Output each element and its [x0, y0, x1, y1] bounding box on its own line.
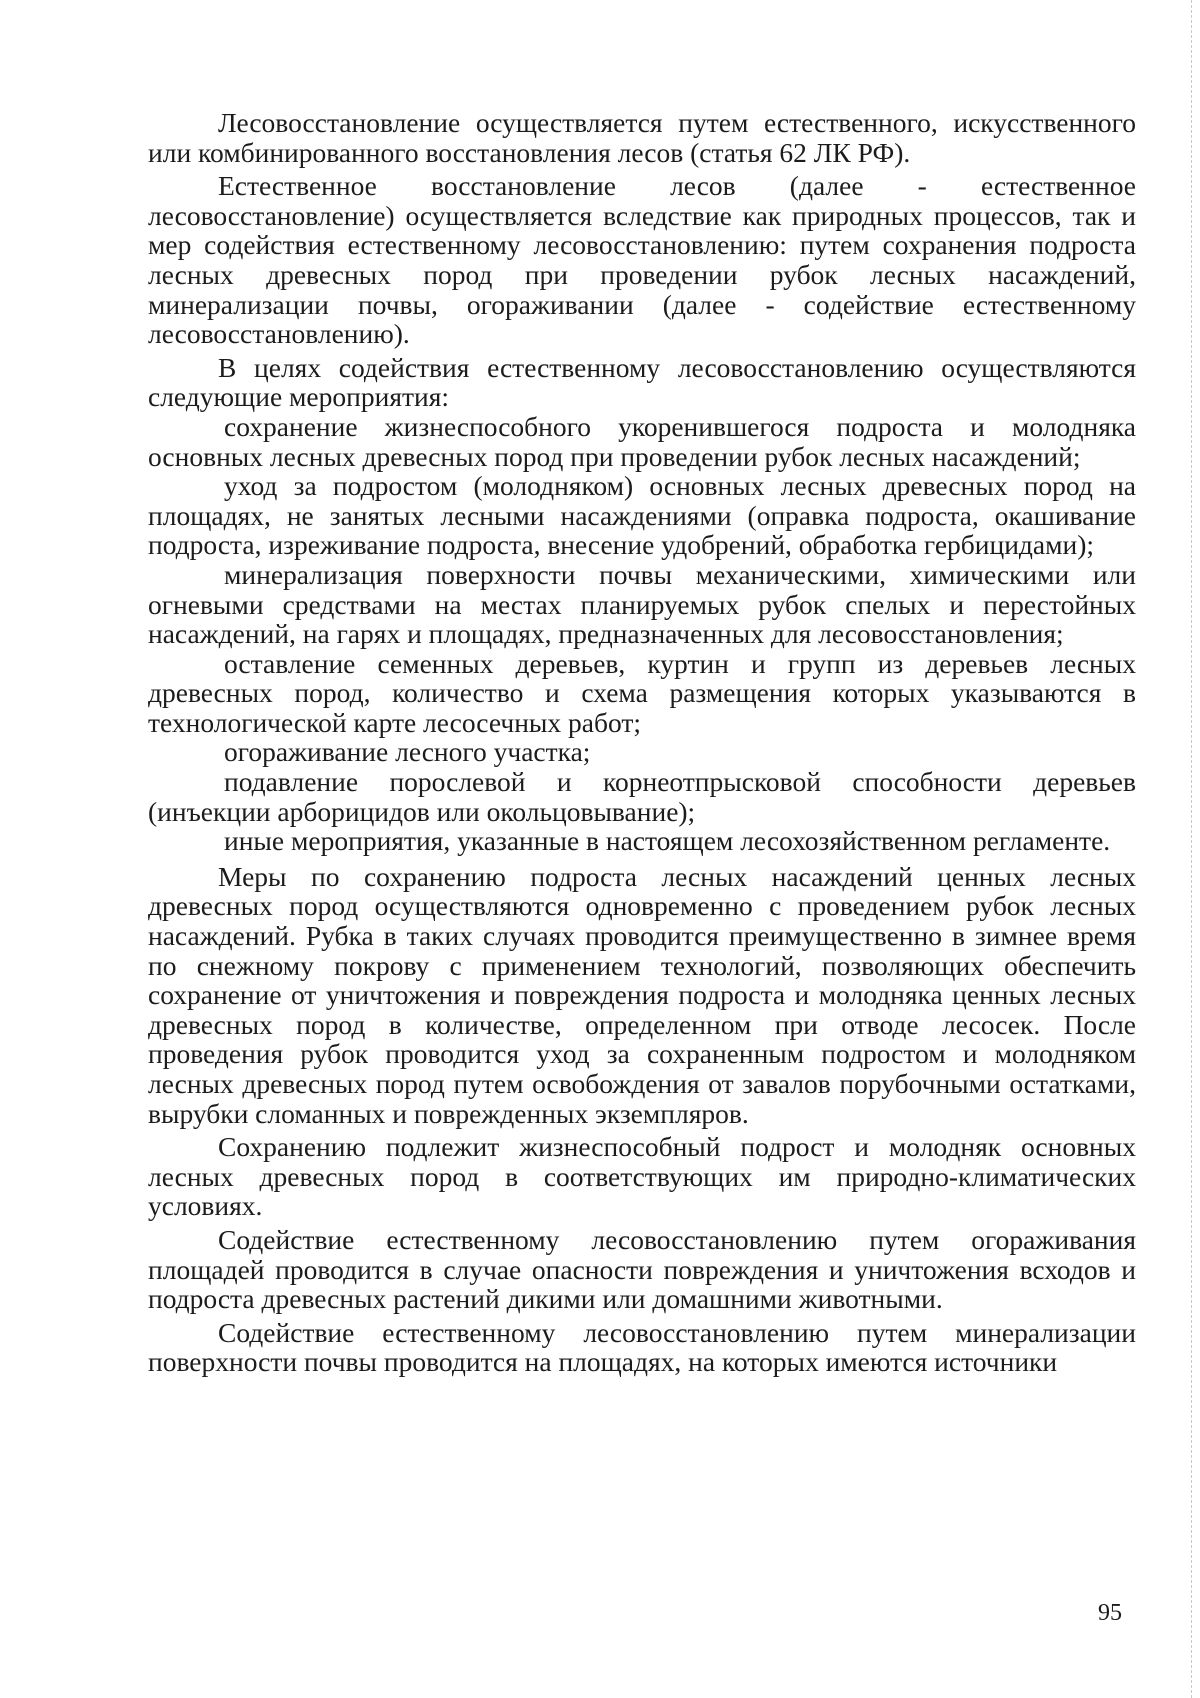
list-item: огораживание лесного участка;: [224, 736, 591, 768]
paragraph: Лесовосстановление осуществляется путем естественного, искусственного или комбинированного восстановления лесов (статья 62 ЛК РФ).: [148, 107, 1136, 168]
list-item: сохранение жизнеспособного укоренившегося подроста и молодняка основных лесных древесных пород при проведении рубок лесных насаждений;: [148, 410, 1136, 472]
paragraph: Содействие естественному лесовосстановлению путем огораживания площадей проводится в случае опасности повреждения и уничтожения всходов и подроста древесных растений дикими или домашними животными.: [148, 1223, 1136, 1315]
list-item: подавление порослевой и корнеотпрысковой способности деревьев (инъекции арборицидов или окольцовывание);: [148, 766, 1136, 827]
list-item: уход за подростом (молодняком) основных лесных древесных пород на площадях, не занятых лесными насаждениями (оправка подроста, окашивание подроста, изреживание подроста, внесение удобрений, обработка гербицидами);: [148, 470, 1136, 561]
paragraph: Содействие естественному лесовосстановлению путем минерализации поверхности почвы проводится на площадях, на которых имеются источники: [148, 1316, 1136, 1378]
paragraph: Меры по сохранению подроста лесных насаждений ценных лесных древесных пород осуществляются одновременно с проведением рубок лесных насаждений. Рубка в таких случаях проводится преимущественно в зимнее время по снежному покрову с применением технологий, позволяющих обеспечить сохранение от уничтожения и повреждения подроста и молодняка ценных лесных древесных пород в количестве, определенном при отводе лесосек. После проведения рубок проводится уход за сохраненным подростом и молодняком лесных древесных пород путем освобождения от завалов порубочными остатками, вырубки сломанных и поврежденных экземпляров.: [148, 860, 1136, 1129]
list-item: оставление семенных деревьев, куртин и групп из деревьев лесных древесных пород, количество и схема размещения которых указываются в технологической карте лесосечных работ;: [148, 647, 1136, 738]
paragraph: Сохранению подлежит жизнеспособный подрост и молодняк основных лесных древесных пород в соответствующих им природно-климатических условиях.: [148, 1131, 1136, 1222]
body-text: [148, 108, 1136, 1381]
list-item: минерализация поверхности почвы механическими, химическими или огневыми средствами на местах планируемых рубок спелых и перестойных насаждений, на гарях и площадях, предназначенных для лесовосстановления;: [148, 558, 1136, 650]
page-number: 95: [1098, 1600, 1122, 1626]
paragraph: В целях содействия естественному лесовосстановлению осуществляются следующие мероприятия:: [148, 351, 1136, 413]
scan-edge-divider: [1190, 0, 1192, 1698]
paragraph: Естественное восстановление лесов (далее - естественное лесовосстановление) осуществляется вследствие как природных процессов, так и мер содействия естественному лесовосстановлению: путем сохранения подроста лесных древесных пород при проведении рубок лесных насаждений, минерализации почвы, огораживании (далее - содействие естественному лесовосстановлению).: [148, 170, 1136, 350]
list-item: иные мероприятия, указанные в настоящем лесохозяйственном регламенте.: [224, 825, 1111, 857]
